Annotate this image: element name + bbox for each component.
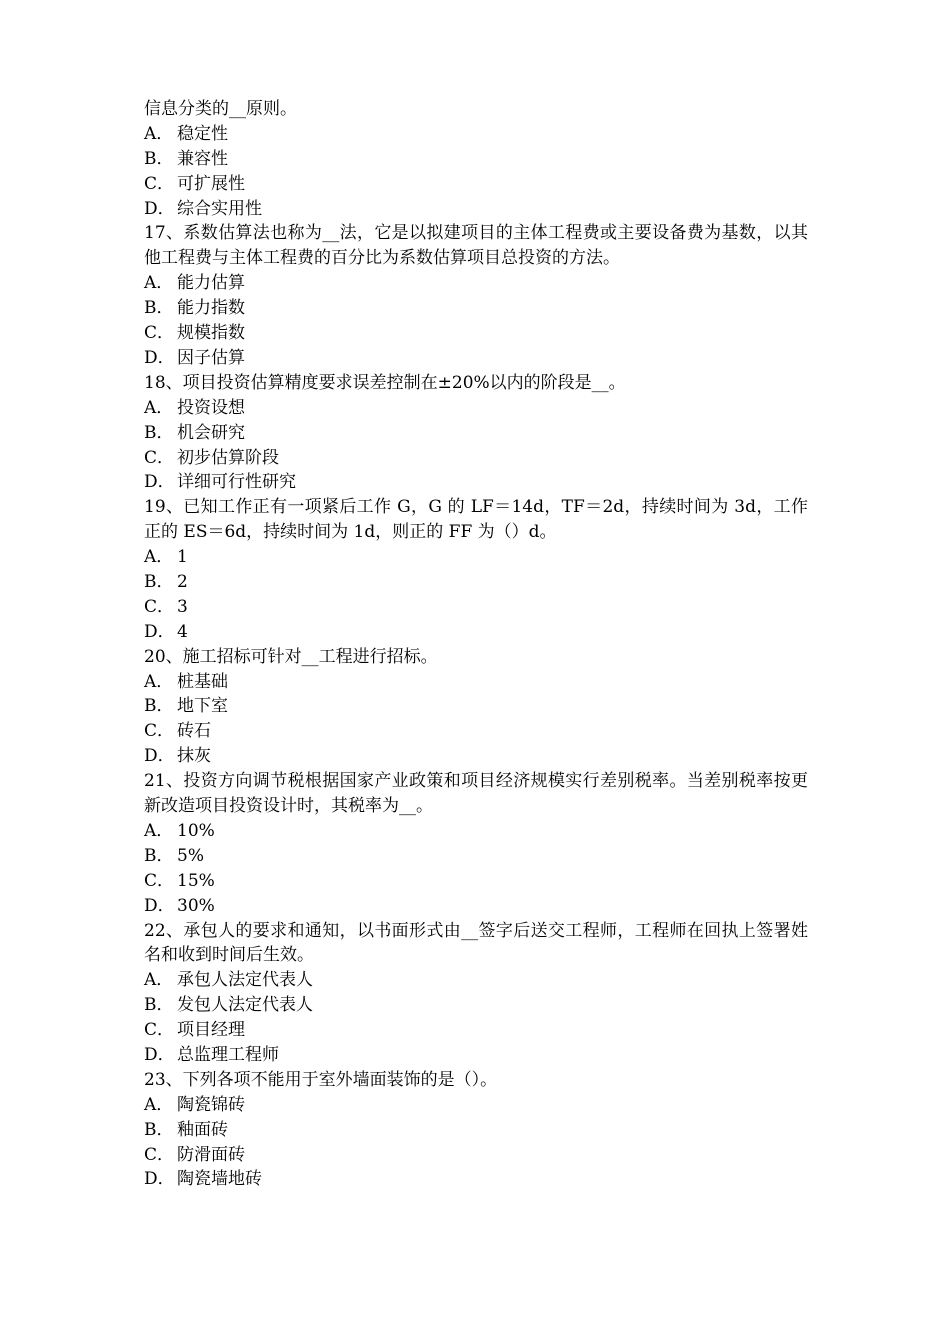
option-b	[144, 1118, 808, 1143]
option-d	[144, 620, 808, 645]
option-text: 1	[177, 547, 188, 568]
option-letter: D．	[144, 472, 175, 493]
question-text: 22、承包人的要求和通知，以书面形式由__签字后送交工程师，工程师在回执上签署姓名和收到时间后生效。	[144, 920, 808, 966]
option-letter: B．	[144, 1119, 174, 1140]
option-letter: B．	[144, 696, 174, 717]
option-c	[144, 595, 808, 620]
question-19	[144, 495, 808, 644]
option-d	[144, 894, 808, 919]
option-text: 30%	[177, 895, 215, 916]
option-letter: A．	[144, 1094, 174, 1115]
option-a	[144, 396, 808, 421]
option-c	[144, 172, 808, 197]
option-letter: B．	[144, 995, 174, 1016]
option-letter: C．	[144, 1144, 175, 1165]
option-b	[144, 993, 808, 1018]
option-text: 项目经理	[177, 1020, 245, 1041]
option-text: 可扩展性	[177, 173, 245, 194]
option-b	[144, 844, 808, 869]
option-text: 地下室	[177, 696, 228, 717]
option-a	[144, 968, 808, 993]
option-text: 陶瓷锦砖	[177, 1094, 245, 1115]
question-16-options	[144, 122, 808, 222]
question-20	[144, 645, 808, 769]
option-text: 总监理工程师	[177, 1045, 279, 1065]
question-text: 17、系数估算法也称为__法，它是以拟建项目的主体工程费或主要设备费为基数，以其他工程费与主体工程费的百分比为系数估算项目总投资的方法。	[144, 223, 808, 269]
option-letter: D．	[144, 347, 175, 368]
option-letter: C．	[144, 1020, 175, 1041]
option-text: 桩基础	[177, 671, 228, 692]
option-text: 稳定性	[177, 123, 228, 144]
option-text: 初步估算阶段	[177, 447, 279, 468]
option-text: 能力估算	[177, 273, 245, 294]
option-letter: C．	[144, 447, 175, 468]
option-text: 3	[177, 596, 188, 617]
option-letter: D．	[144, 895, 175, 916]
option-c	[144, 1143, 808, 1168]
option-d	[144, 470, 808, 495]
question-22	[144, 919, 808, 1068]
question-18	[144, 371, 808, 495]
question-23	[144, 1068, 808, 1192]
option-text: 15%	[177, 870, 215, 891]
option-b	[144, 147, 808, 172]
option-a	[144, 122, 808, 147]
option-letter: C．	[144, 721, 175, 742]
document-body	[144, 97, 808, 1192]
option-a	[144, 545, 808, 570]
option-letter: C．	[144, 596, 175, 617]
option-a	[144, 670, 808, 695]
option-c	[144, 1018, 808, 1043]
option-letter: A．	[144, 671, 174, 692]
option-letter: D．	[144, 621, 175, 642]
option-text: 防滑面砖	[177, 1144, 245, 1165]
option-letter: D．	[144, 198, 175, 219]
option-letter: C．	[144, 173, 175, 194]
question-text: 23、下列各项不能用于室外墙面装饰的是（）。	[144, 1069, 498, 1090]
option-text: 投资设想	[177, 397, 245, 418]
option-c	[144, 321, 808, 346]
option-text: 承包人法定代表人	[177, 970, 313, 991]
option-letter: A．	[144, 273, 174, 294]
option-text: 因子估算	[177, 347, 245, 368]
option-letter: B．	[144, 298, 174, 319]
option-text: 能力指数	[177, 298, 245, 319]
option-c	[144, 869, 808, 894]
option-text: 4	[177, 621, 188, 642]
option-text: 砖石	[177, 721, 211, 742]
option-text: 釉面砖	[177, 1119, 228, 1140]
option-d	[144, 197, 808, 222]
option-letter: D．	[144, 1169, 175, 1190]
option-c	[144, 719, 808, 744]
option-c	[144, 446, 808, 471]
option-letter: A．	[144, 820, 174, 841]
option-letter: B．	[144, 148, 174, 169]
option-letter: B．	[144, 572, 174, 592]
question-16-tail: 信息分类的__原则。	[144, 99, 297, 119]
option-letter: A．	[144, 970, 174, 991]
question-17	[144, 221, 808, 370]
option-text: 兼容性	[177, 148, 228, 169]
option-b	[144, 570, 808, 595]
question-text: 19、已知工作正有一项紧后工作 G，G 的 LF＝14d，TF＝2d，持续时间为 3d，工作正的 ES＝6d，持续时间为 1d，则正的 FF 为（）d。	[144, 497, 808, 543]
option-letter: B．	[144, 845, 174, 866]
option-letter: A．	[144, 397, 174, 418]
option-b	[144, 421, 808, 446]
option-letter: D．	[144, 746, 175, 767]
option-letter: D．	[144, 1045, 175, 1065]
option-text: 5%	[177, 845, 204, 866]
question-text: 20、施工招标可针对__工程进行招标。	[144, 646, 438, 667]
option-b	[144, 694, 808, 719]
option-text: 机会研究	[177, 422, 245, 443]
option-letter: B．	[144, 422, 174, 443]
question-text: 18、项目投资估算精度要求误差控制在±20%以内的阶段是__。	[144, 372, 626, 393]
option-b	[144, 296, 808, 321]
question-21	[144, 769, 808, 918]
option-a	[144, 1093, 808, 1118]
option-letter: C．	[144, 870, 175, 891]
option-text: 规模指数	[177, 323, 245, 344]
option-d	[144, 346, 808, 371]
question-text: 21、投资方向调节税根据国家产业政策和项目经济规模实行差别税率。当差别税率按更新改造项目投资设计时，其税率为__。	[144, 771, 808, 817]
option-d	[144, 744, 808, 769]
option-text: 2	[177, 572, 188, 592]
option-letter: C．	[144, 323, 175, 344]
option-text: 详细可行性研究	[177, 472, 296, 493]
option-text: 抹灰	[177, 746, 211, 767]
option-text: 陶瓷墙地砖	[177, 1169, 262, 1190]
option-letter: A．	[144, 547, 174, 568]
option-text: 综合实用性	[177, 198, 262, 219]
option-text: 发包人法定代表人	[177, 995, 313, 1016]
option-letter: A．	[144, 123, 174, 144]
option-text: 10%	[177, 820, 215, 841]
option-a	[144, 819, 808, 844]
option-d	[144, 1167, 808, 1192]
option-a	[144, 271, 808, 296]
option-d	[144, 1043, 808, 1068]
